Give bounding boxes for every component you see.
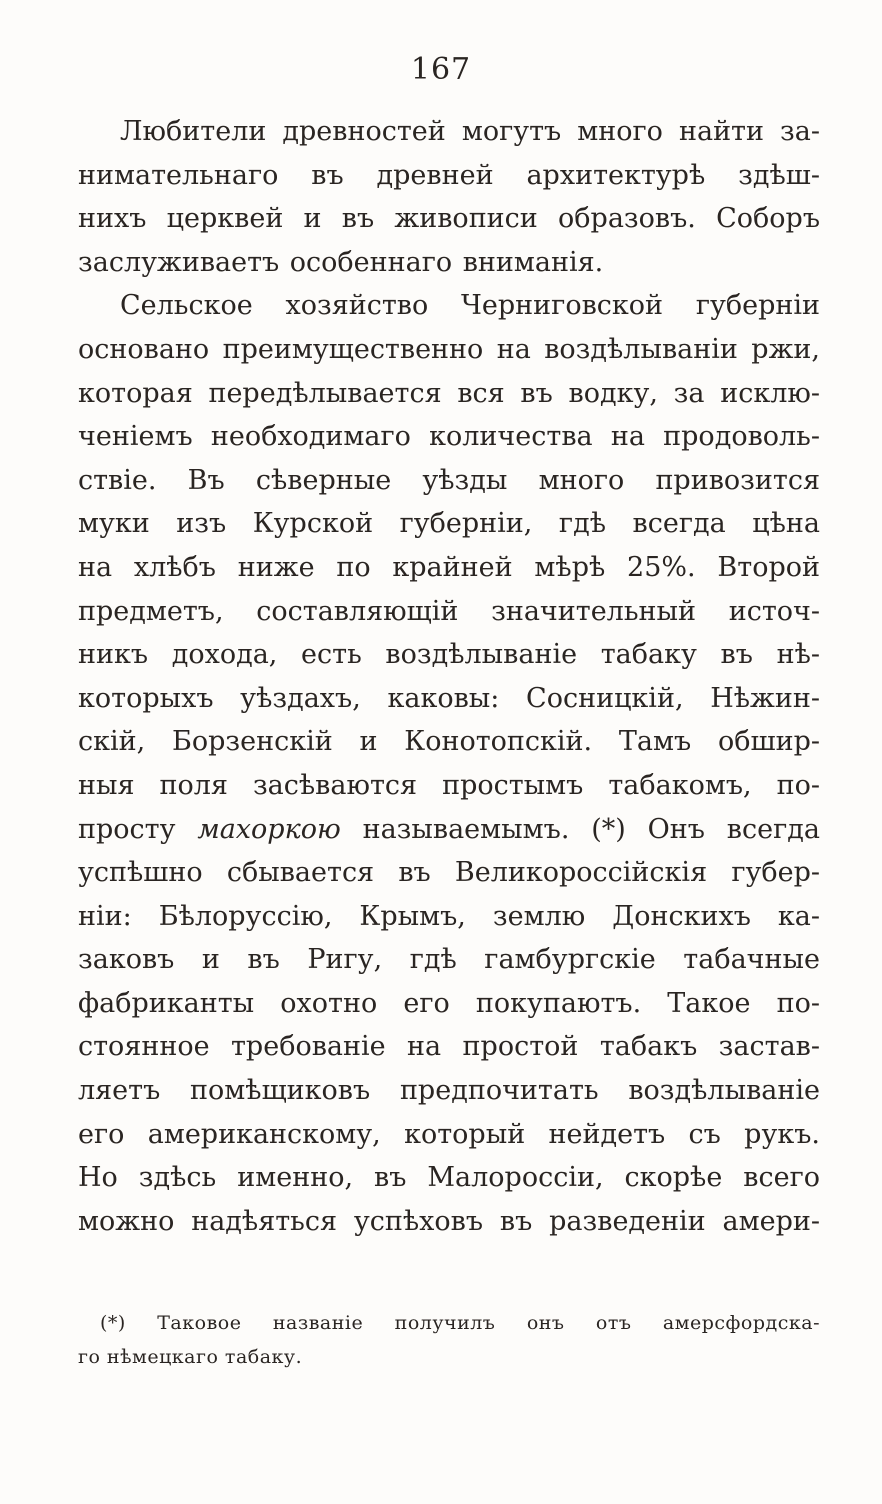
body-text <box>78 110 820 1243</box>
text-line: предметъ, составляющій значительный источ- <box>78 595 820 627</box>
text-line: ствіе. Въ сѣверные уѣзды много привозится <box>78 464 820 496</box>
text-line: ченіемъ необходимаго количества на продоволь- <box>78 421 820 453</box>
text-line: никъ дохода, есть воздѣлываніе табаку въ нѣ- <box>78 639 820 671</box>
text-line: заслуживаетъ особеннаго вниманія. <box>78 246 604 278</box>
text-line: заковъ и въ Ригу, гдѣ гамбургскіе табачные <box>78 944 820 976</box>
text-line: скій, Борзенскій и Конотопскій. Тамъ обшир- <box>78 726 820 758</box>
text-line: ляетъ помѣщиковъ предпочитать воздѣлываніе <box>78 1075 820 1107</box>
text-line: Но здѣсь именно, въ Малороссіи, скорѣе всего <box>78 1162 820 1194</box>
footnote-line: го нѣмецкаго табаку. <box>78 1346 303 1368</box>
text-line: которая передѣлывается вся въ водку, за исклю- <box>78 377 820 409</box>
text-line-with-italic <box>78 808 820 852</box>
text-line: нимательнаго въ древней архитектурѣ здѣш- <box>78 159 820 191</box>
text-line: муки изъ Курской губерніи, гдѣ всегда цѣна <box>78 508 820 540</box>
text-line: Любители древностей могутъ много найти за- <box>120 116 820 147</box>
text-line: Сельское хозяйство Черниговской губерніи <box>120 290 820 322</box>
text-line: ніи: Бѣлоруссію, Крымъ, землю Донскихъ ка- <box>78 900 820 932</box>
text-line: фабриканты охотно его покупаютъ. Такое по- <box>78 987 820 1019</box>
text-line: его американскому, который нейдетъ съ рукъ. <box>78 1118 820 1150</box>
text-line: успѣшно сбывается въ Великороссійскія губер- <box>78 857 820 889</box>
footnote-line: (*) Таковое названіе получилъ онъ отъ амерсфордска- <box>100 1312 820 1334</box>
text-line: основано преимущественно на воздѣлываніи ржи, <box>78 333 820 365</box>
text-line: стоянное требованіе на простой табакъ застав- <box>78 1031 820 1063</box>
text-line: ныя поля засѣваются простымъ табакомъ, по- <box>78 769 820 801</box>
text-line: которыхъ уѣздахъ, каковы: Сосницкій, Нѣжин- <box>78 682 820 714</box>
italic-term: махоркою <box>197 813 341 845</box>
footnote <box>78 1306 820 1374</box>
text-segment: называемымъ. (*) Онъ всегда <box>362 813 820 845</box>
text-line: на хлѣбъ ниже по крайней мѣрѣ 25%. Второй <box>78 551 820 583</box>
page-number: 167 <box>410 52 472 87</box>
text-line: нихъ церквей и въ живописи образовъ. Соборъ <box>78 203 820 235</box>
text-segment: просту <box>78 813 176 845</box>
text-line: можно надѣяться успѣховъ въ разведеніи амери- <box>78 1205 820 1237</box>
